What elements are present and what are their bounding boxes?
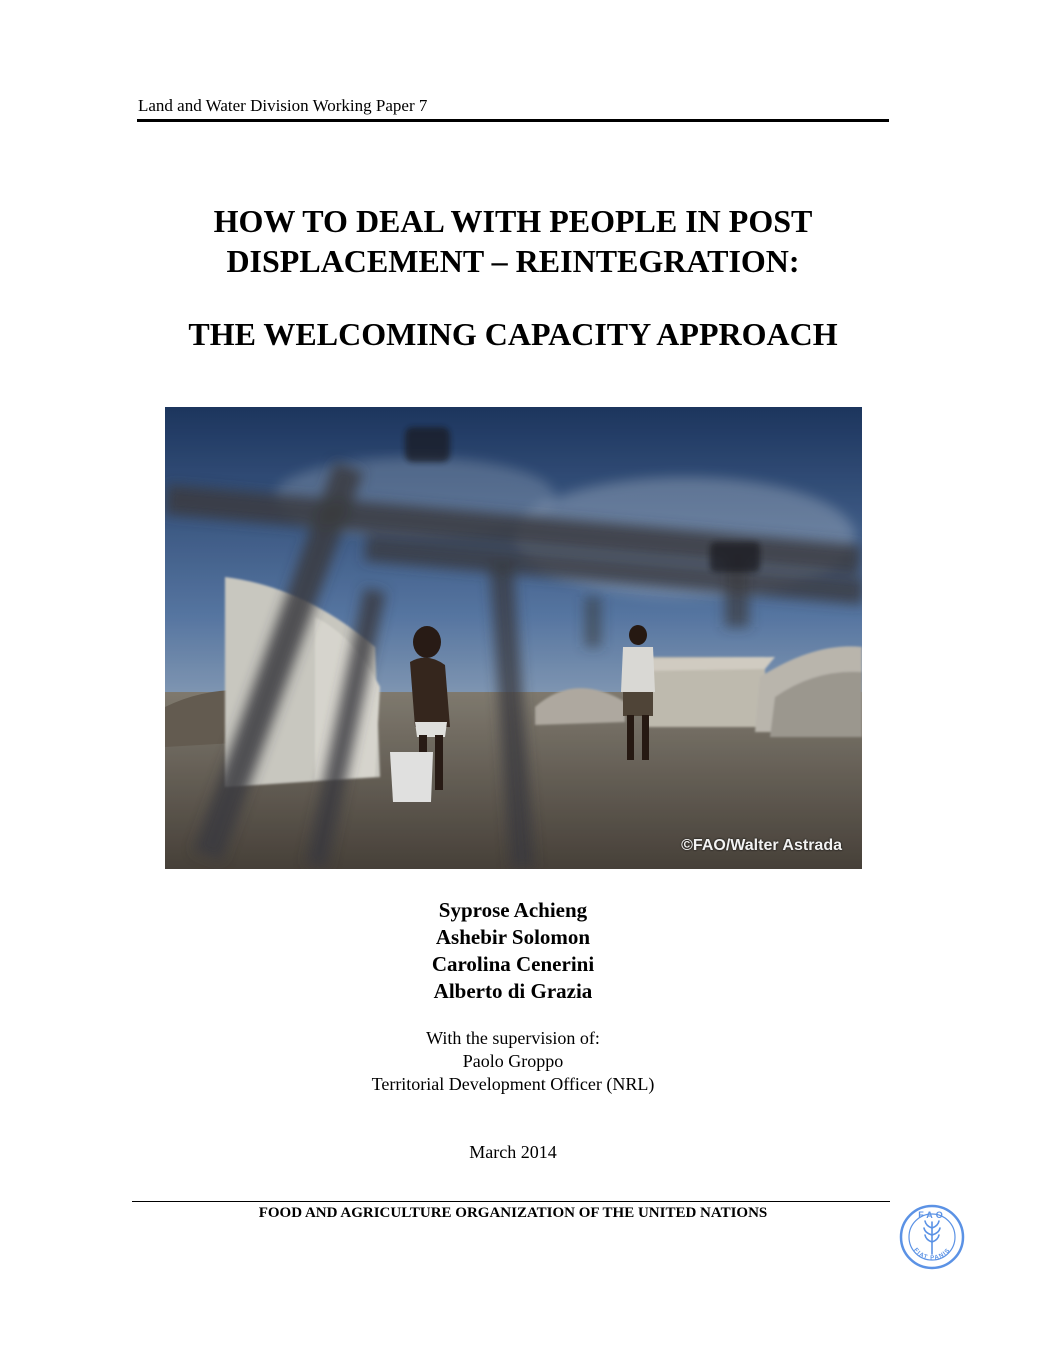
supervisor-role: Territorial Development Officer (NRL) — [371, 1074, 655, 1094]
supervision-intro: With the supervision of: — [426, 1028, 600, 1048]
series-label: Land and Water Division Working Paper 7 — [138, 96, 428, 115]
top-rule — [137, 119, 889, 122]
supervision-block — [137, 1027, 889, 1096]
document-title — [137, 201, 889, 281]
photo-credit: ©FAO/Walter Astrada — [681, 837, 842, 854]
bottom-rule — [132, 1201, 890, 1202]
title-line-2: DISPLACEMENT – REINTEGRATION: — [226, 243, 800, 279]
title-line-1: HOW TO DEAL WITH PEOPLE IN POST — [213, 203, 813, 239]
publication-date: March 2014 — [469, 1142, 557, 1162]
author-name: Carolina Cenerini — [431, 952, 595, 976]
supervisor-name: Paolo Groppo — [462, 1051, 564, 1071]
fao-logo-icon — [899, 1204, 965, 1270]
organization-name: FOOD AND AGRICULTURE ORGANIZATION OF THE UNITED NATIONS — [258, 1205, 768, 1221]
fao-logo-text: FAO — [918, 1210, 946, 1220]
fao-logo-motto: FIAT PANIS — [912, 1247, 952, 1262]
document-subtitle: THE WELCOMING CAPACITY APPROACH — [188, 316, 838, 352]
author-name: Syprose Achieng — [438, 898, 588, 922]
cover-photo — [165, 407, 862, 869]
author-name: Alberto di Grazia — [433, 979, 593, 1003]
author-list — [137, 897, 889, 1005]
author-name: Ashebir Solomon — [435, 925, 591, 949]
